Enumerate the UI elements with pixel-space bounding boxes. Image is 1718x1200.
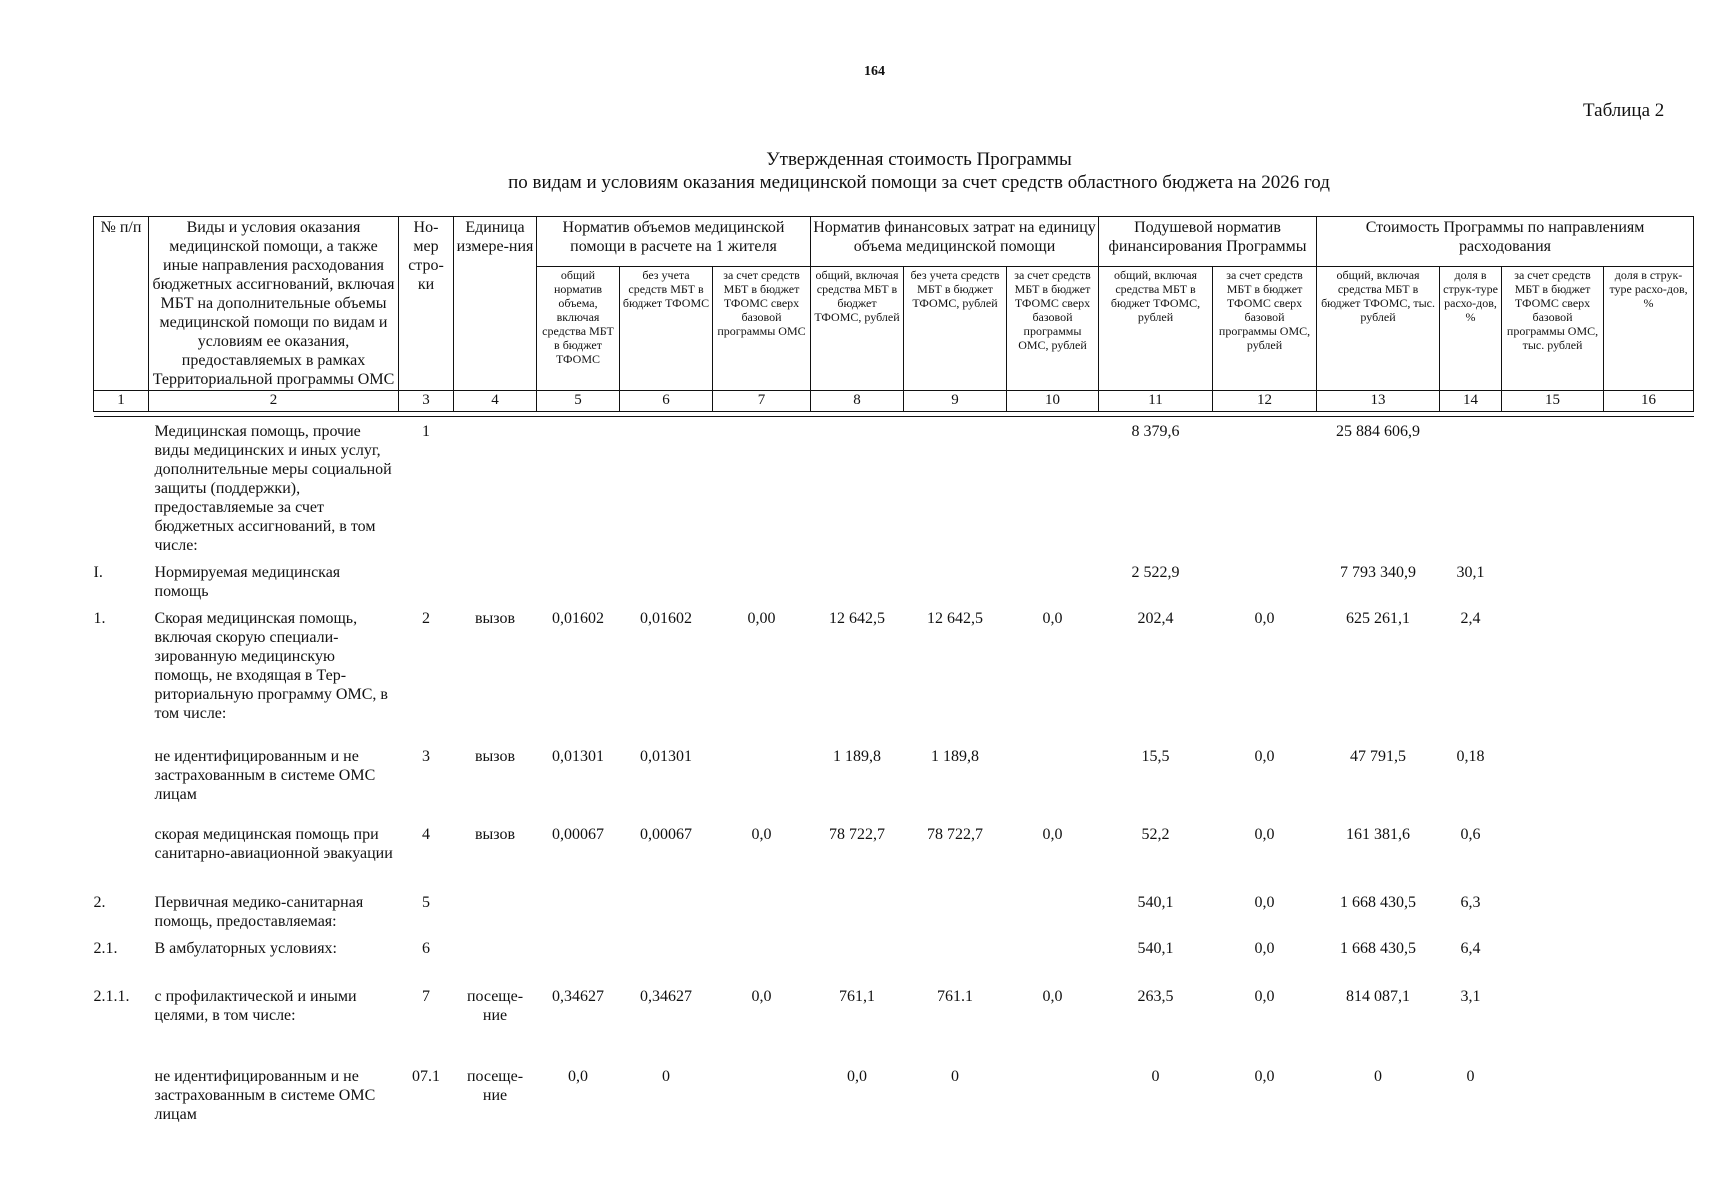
cell-14: 30,1 <box>1456 564 1485 581</box>
column-number: 2 <box>149 391 399 412</box>
table-row <box>94 934 1694 982</box>
cell-14: 3,1 <box>1460 988 1481 1005</box>
column-number: 6 <box>620 391 713 412</box>
table-row <box>94 558 1694 604</box>
cell-8 <box>811 417 904 559</box>
cell-16 <box>1604 982 1694 1062</box>
table-row <box>94 417 1694 559</box>
cell-5 <box>537 417 620 559</box>
cell-type: с профилактической и иными целями, в том числе: <box>154 988 357 1024</box>
cell-7 <box>713 934 811 982</box>
header-per-capita-norm: Подушевой норматив финансирования Программы <box>1099 217 1317 267</box>
cell-row-number: 07.1 <box>412 1068 440 1085</box>
cell-row-number: 7 <box>422 988 430 1005</box>
cell-unit: вызов <box>474 826 516 843</box>
cell-num <box>94 820 149 888</box>
cell-11: 52,2 <box>1141 826 1170 843</box>
cell-6 <box>620 888 713 934</box>
cell-15 <box>1502 888 1604 934</box>
cell-16 <box>1604 1062 1694 1132</box>
cell-unit: посеще-ние <box>466 988 524 1024</box>
cell-15 <box>1502 1062 1604 1132</box>
cell-unit: вызов <box>474 748 516 765</box>
cell-16 <box>1604 934 1694 982</box>
cell-16 <box>1604 417 1694 559</box>
header-unit: Единица измере-ния <box>454 217 537 391</box>
cell-10 <box>1007 558 1099 604</box>
cell-12: 0,0 <box>1254 748 1275 765</box>
cell-15 <box>1502 417 1604 559</box>
column-number: 13 <box>1317 391 1440 412</box>
subheader-12: за счет средств МБТ в бюджет ТФОМС сверх базовой программы ОМС, рублей <box>1213 267 1317 391</box>
cell-9 <box>904 417 1007 559</box>
cell-6: 0,34627 <box>640 988 692 1005</box>
cell-11: 540,1 <box>1137 894 1174 911</box>
cell-5: 0,01602 <box>552 610 604 627</box>
cell-5: 0,0 <box>568 1068 588 1085</box>
cell-13: 25 884 606,9 <box>1336 423 1421 440</box>
subheader-11: общий, включая средства МБТ в бюджет ТФОМС, рублей <box>1099 267 1213 391</box>
cell-8: 78 722,7 <box>829 826 885 843</box>
cell-16 <box>1604 558 1694 604</box>
cell-type: Скорая медицинская помощь, включая скорую специали-зированную медицинскую помощь, не входящая в Тер-риториальную программу ОМС, в том числе: <box>154 610 388 722</box>
cell-11: 202,4 <box>1137 610 1174 627</box>
cell-11: 540,1 <box>1137 940 1174 957</box>
cell-num <box>94 742 149 820</box>
cell-num: 2.1. <box>93 940 118 957</box>
cell-15 <box>1502 742 1604 820</box>
cell-5 <box>537 888 620 934</box>
cell-num: 2.1.1. <box>93 988 130 1005</box>
column-number: 1 <box>94 391 149 412</box>
cell-14: 0 <box>1466 1068 1475 1085</box>
cell-8: 1 189,8 <box>833 748 881 765</box>
title-line-2: по видам и условиям оказания медицинской помощи за счет средств областного бюджета на 2026 год <box>508 172 1330 193</box>
column-number: 16 <box>1604 391 1694 412</box>
cell-10 <box>1007 888 1099 934</box>
header-type: Виды и условия оказания медицинской помощи, а также иные направления расходования бюджетных ассигнований, включая МБТ на дополнительные объемы медицинской помощи по видам и условиям ее оказания, предоставляемых в рамках Территориальной программы ОМС <box>149 217 399 391</box>
cell-5: 0,34627 <box>552 988 604 1005</box>
subheader-15: за счет средств МБТ в бюджет ТФОМС сверх базовой программы ОМС, тыс. рублей <box>1502 267 1604 391</box>
cell-12: 0,0 <box>1254 610 1275 627</box>
cell-6: 0 <box>662 1068 670 1085</box>
table-row <box>94 1062 1694 1132</box>
cell-6: 0,01301 <box>640 748 692 765</box>
column-numbers-row <box>94 391 1694 412</box>
cell-11: 263,5 <box>1137 988 1174 1005</box>
column-number: 9 <box>904 391 1007 412</box>
title-line-1: Утвержденная стоимость Программы <box>766 149 1072 170</box>
column-number: 7 <box>713 391 811 412</box>
cell-11: 8 379,6 <box>1131 423 1180 440</box>
cell-12: 0,0 <box>1254 826 1275 843</box>
cell-unit <box>454 888 537 934</box>
cell-8 <box>811 888 904 934</box>
cell-13: 0 <box>1374 1068 1383 1085</box>
cell-9 <box>904 558 1007 604</box>
cell-16 <box>1604 888 1694 934</box>
cell-16 <box>1604 604 1694 742</box>
cell-6: 0,01602 <box>640 610 692 627</box>
cell-12 <box>1213 558 1317 604</box>
cost-table <box>93 216 1694 1132</box>
column-number: 10 <box>1007 391 1099 412</box>
table-row <box>94 888 1694 934</box>
cell-unit: посеще-ние <box>466 1068 524 1104</box>
cell-10: 0,0 <box>1042 988 1063 1005</box>
cell-13: 625 261,1 <box>1346 610 1411 627</box>
cell-13: 7 793 340,9 <box>1340 564 1417 581</box>
cell-14: 0,18 <box>1456 748 1485 765</box>
cell-unit <box>454 417 537 559</box>
column-number: 12 <box>1213 391 1317 412</box>
cell-7 <box>713 742 811 820</box>
cell-10 <box>1007 934 1099 982</box>
cell-9: 78 722,7 <box>927 826 983 843</box>
cell-num <box>94 417 149 559</box>
cell-type: не идентифицированным и не застрахованным в системе ОМС лицам <box>154 748 376 803</box>
cell-7: 0,00 <box>747 610 776 627</box>
cell-14: 2,4 <box>1460 610 1481 627</box>
column-number: 14 <box>1440 391 1502 412</box>
cell-11: 0 <box>1151 1068 1160 1085</box>
subheader-5: общий норматив объема, включая средства МБТ в бюджет ТФОМС <box>537 267 620 391</box>
cell-8: 761,1 <box>839 988 875 1005</box>
cell-row-number: 2 <box>422 610 430 627</box>
cell-row-number: 4 <box>422 826 430 843</box>
cell-row-number: 3 <box>422 748 430 765</box>
subheader-13: общий, включая средства МБТ в бюджет ТФОМС, тыс. рублей <box>1317 267 1440 391</box>
cell-5: 0,01301 <box>552 748 604 765</box>
cell-7 <box>713 1062 811 1132</box>
cell-13: 814 087,1 <box>1346 988 1411 1005</box>
cell-7 <box>713 888 811 934</box>
column-number: 3 <box>399 391 454 412</box>
cell-7: 0,0 <box>751 826 772 843</box>
cell-10: 0,0 <box>1042 826 1063 843</box>
table-row <box>94 742 1694 820</box>
column-number: 11 <box>1099 391 1213 412</box>
cell-num: I. <box>93 564 103 581</box>
header-program-cost: Стоимость Программы по направлениям расходования <box>1317 217 1694 267</box>
document-title <box>0 148 1718 194</box>
cell-6 <box>620 558 713 604</box>
cell-8 <box>811 934 904 982</box>
table-label: Таблица 2 <box>1583 100 1665 121</box>
cell-14: 0,6 <box>1460 826 1481 843</box>
subheader-16: доля в струк-туре расхо-дов, % <box>1604 267 1694 391</box>
cell-type: скорая медицинская помощь при санитарно-авиационной эвакуации <box>154 826 393 862</box>
cell-11: 15,5 <box>1141 748 1170 765</box>
cell-9: 0 <box>951 1068 959 1085</box>
cell-12: 0,0 <box>1254 1068 1275 1085</box>
cell-num: 2. <box>93 894 106 911</box>
cell-5 <box>537 934 620 982</box>
cell-14 <box>1440 417 1502 559</box>
cell-5: 0,00067 <box>552 826 604 843</box>
cell-12: 0,0 <box>1254 894 1275 911</box>
page-number: 164 <box>864 64 885 79</box>
cell-12: 0,0 <box>1254 940 1275 957</box>
cell-unit <box>454 558 537 604</box>
subheader-7: за счет средств МБТ в бюджет ТФОМС сверх базовой программы ОМС <box>713 267 811 391</box>
header-row-number: Но-мер стро-ки <box>399 217 454 391</box>
cell-9: 1 189,8 <box>931 748 979 765</box>
cell-row-number: 1 <box>422 423 430 440</box>
cell-11: 2 522,9 <box>1131 564 1180 581</box>
subheader-6: без учета средств МБТ в бюджет ТФОМС <box>620 267 713 391</box>
cell-6 <box>620 417 713 559</box>
header-volume-norm: Норматив объемов медицинской помощи в расчете на 1 жителя <box>537 217 811 267</box>
column-number: 8 <box>811 391 904 412</box>
cell-type: Медицинская помощь, прочие виды медицинских и иных услуг, дополнительные меры социальной защиты (поддержки), предоставляемые за счет бюджетных ассигнований, в том числе: <box>154 423 392 554</box>
table-row <box>94 982 1694 1062</box>
cell-5 <box>537 558 620 604</box>
column-number: 5 <box>537 391 620 412</box>
cell-10 <box>1007 417 1099 559</box>
cell-9: 12 642,5 <box>927 610 983 627</box>
cell-type: Нормируемая медицинская помощь <box>154 564 341 600</box>
cell-13: 47 791,5 <box>1350 748 1407 765</box>
header-cost-norm: Норматив финансовых затрат на единицу объема медицинской помощи <box>811 217 1099 267</box>
cell-7: 0,0 <box>751 988 772 1005</box>
subheader-8: общий, включая средства МБТ в бюджет ТФОМС, рублей <box>811 267 904 391</box>
cell-type: В амбулаторных условиях: <box>154 940 337 957</box>
table-row <box>94 820 1694 888</box>
header-num: № п/п <box>94 217 149 391</box>
cell-row-number: 6 <box>422 940 430 957</box>
cell-type: не идентифицированным и не застрахованным в системе ОМС лицам <box>154 1068 376 1123</box>
cell-unit: вызов <box>474 610 516 627</box>
cell-unit <box>454 934 537 982</box>
cell-7 <box>713 417 811 559</box>
cell-num: 1. <box>93 610 106 627</box>
cell-row-number <box>399 558 454 604</box>
cell-6 <box>620 934 713 982</box>
cell-15 <box>1502 558 1604 604</box>
cell-10 <box>1007 742 1099 820</box>
cell-13: 161 381,6 <box>1346 826 1411 843</box>
cell-13: 1 668 430,5 <box>1340 940 1417 957</box>
cell-10: 0,0 <box>1042 610 1063 627</box>
cell-9: 761.1 <box>937 988 973 1005</box>
cell-9 <box>904 888 1007 934</box>
cell-16 <box>1604 742 1694 820</box>
cell-14: 6,4 <box>1460 940 1481 957</box>
subheader-9: без учета средств МБТ в бюджет ТФОМС, рублей <box>904 267 1007 391</box>
table-row <box>94 604 1694 742</box>
cell-7 <box>713 558 811 604</box>
cell-8: 0,0 <box>847 1068 867 1085</box>
cell-row-number: 5 <box>422 894 430 911</box>
column-number: 4 <box>454 391 537 412</box>
cell-10 <box>1007 1062 1099 1132</box>
cell-15 <box>1502 604 1604 742</box>
subheader-14: доля в струк-туре расхо-дов, % <box>1440 267 1502 391</box>
cell-num <box>94 1062 149 1132</box>
cell-9 <box>904 934 1007 982</box>
cell-12 <box>1213 417 1317 559</box>
cell-15 <box>1502 820 1604 888</box>
cell-14: 6,3 <box>1460 894 1481 911</box>
column-number: 15 <box>1502 391 1604 412</box>
cell-13: 1 668 430,5 <box>1340 894 1417 911</box>
cell-16 <box>1604 820 1694 888</box>
cell-15 <box>1502 934 1604 982</box>
cell-8: 12 642,5 <box>829 610 885 627</box>
cell-8 <box>811 558 904 604</box>
cell-15 <box>1502 982 1604 1062</box>
cell-type: Первичная медико-санитарная помощь, предоставляемая: <box>154 894 364 930</box>
cell-12: 0,0 <box>1254 988 1275 1005</box>
cell-6: 0,00067 <box>640 826 692 843</box>
subheader-10: за счет средств МБТ в бюджет ТФОМС сверх базовой программы ОМС, рублей <box>1007 267 1099 391</box>
